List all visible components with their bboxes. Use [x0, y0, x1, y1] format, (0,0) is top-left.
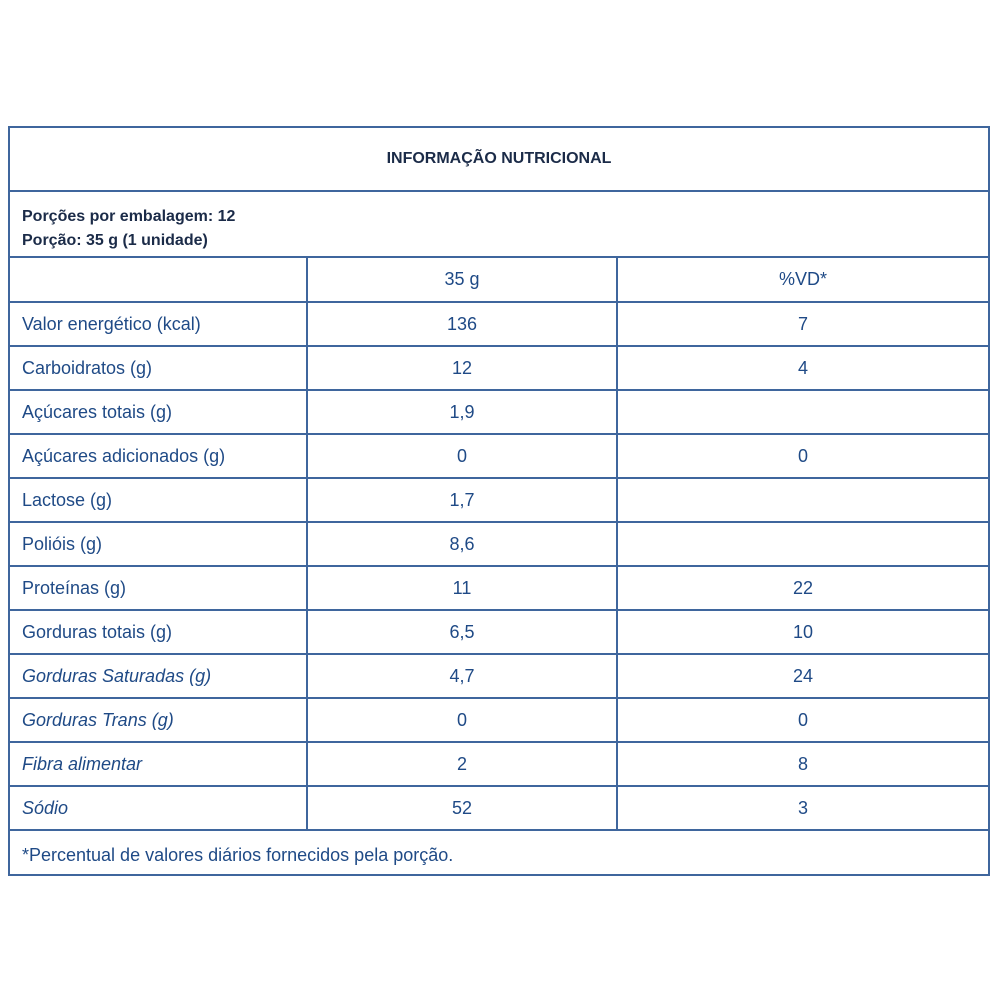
column-header-amount: 35 g: [307, 258, 617, 302]
nutrient-label: Gorduras Saturadas (g): [10, 654, 307, 698]
nutrient-label: Carboidratos (g): [10, 346, 307, 390]
nutrient-label: Fibra alimentar: [10, 742, 307, 786]
nutrient-label: Valor energético (kcal): [10, 302, 307, 346]
nutrient-vd: 22: [617, 566, 988, 610]
nutrient-amount: 12: [307, 346, 617, 390]
table-row: [10, 390, 988, 434]
table-row: [10, 522, 988, 566]
nutrient-vd: 8: [617, 742, 988, 786]
nutrient-amount: 4,7: [307, 654, 617, 698]
table-row: [10, 346, 988, 390]
nutrient-vd: 7: [617, 302, 988, 346]
table-row: [10, 786, 988, 830]
portion-info: [10, 192, 988, 258]
portion-size: Porção: 35 g (1 unidade): [22, 232, 208, 249]
table-row: [10, 434, 988, 478]
nutrient-amount: 2: [307, 742, 617, 786]
table-row: [10, 610, 988, 654]
column-header-row: [10, 258, 988, 302]
table-row: [10, 654, 988, 698]
nutrient-label: Gorduras Trans (g): [10, 698, 307, 742]
nutrient-label: Açúcares totais (g): [10, 390, 307, 434]
nutrient-amount: 0: [307, 434, 617, 478]
footnote: *Percentual de valores diários fornecidos pela porção.: [22, 844, 454, 865]
portions-per-package: Porções por embalagem: 12: [22, 208, 236, 225]
nutrient-vd: [617, 522, 988, 566]
table-row: [10, 566, 988, 610]
nutrient-amount: 1,7: [307, 478, 617, 522]
nutrient-label: Polióis (g): [10, 522, 307, 566]
nutrition-facts-table: [8, 126, 990, 876]
nutrient-label: Lactose (g): [10, 478, 307, 522]
nutrient-amount: 6,5: [307, 610, 617, 654]
table-title: INFORMAÇÃO NUTRICIONAL: [10, 128, 988, 192]
nutrient-label: Proteínas (g): [10, 566, 307, 610]
nutrient-amount: 11: [307, 566, 617, 610]
nutrient-label: Sódio: [10, 786, 307, 830]
nutrient-vd: 0: [617, 698, 988, 742]
nutrient-amount: 8,6: [307, 522, 617, 566]
nutrient-amount: 0: [307, 698, 617, 742]
nutrient-vd: [617, 478, 988, 522]
table-row: [10, 698, 988, 742]
nutrient-table: [10, 258, 988, 831]
nutrient-vd: 3: [617, 786, 988, 830]
nutrient-amount: 1,9: [307, 390, 617, 434]
column-header-label: [10, 258, 307, 302]
column-header-vd: %VD*: [617, 258, 988, 302]
nutrient-amount: 52: [307, 786, 617, 830]
nutrient-vd: 0: [617, 434, 988, 478]
nutrient-vd: [617, 390, 988, 434]
table-row: [10, 478, 988, 522]
nutrient-vd: 10: [617, 610, 988, 654]
table-row: [10, 302, 988, 346]
nutrient-label: Açúcares adicionados (g): [10, 434, 307, 478]
nutrient-label: Gorduras totais (g): [10, 610, 307, 654]
nutrient-amount: 136: [307, 302, 617, 346]
table-row: [10, 742, 988, 786]
nutrient-vd: 4: [617, 346, 988, 390]
nutrient-vd: 24: [617, 654, 988, 698]
